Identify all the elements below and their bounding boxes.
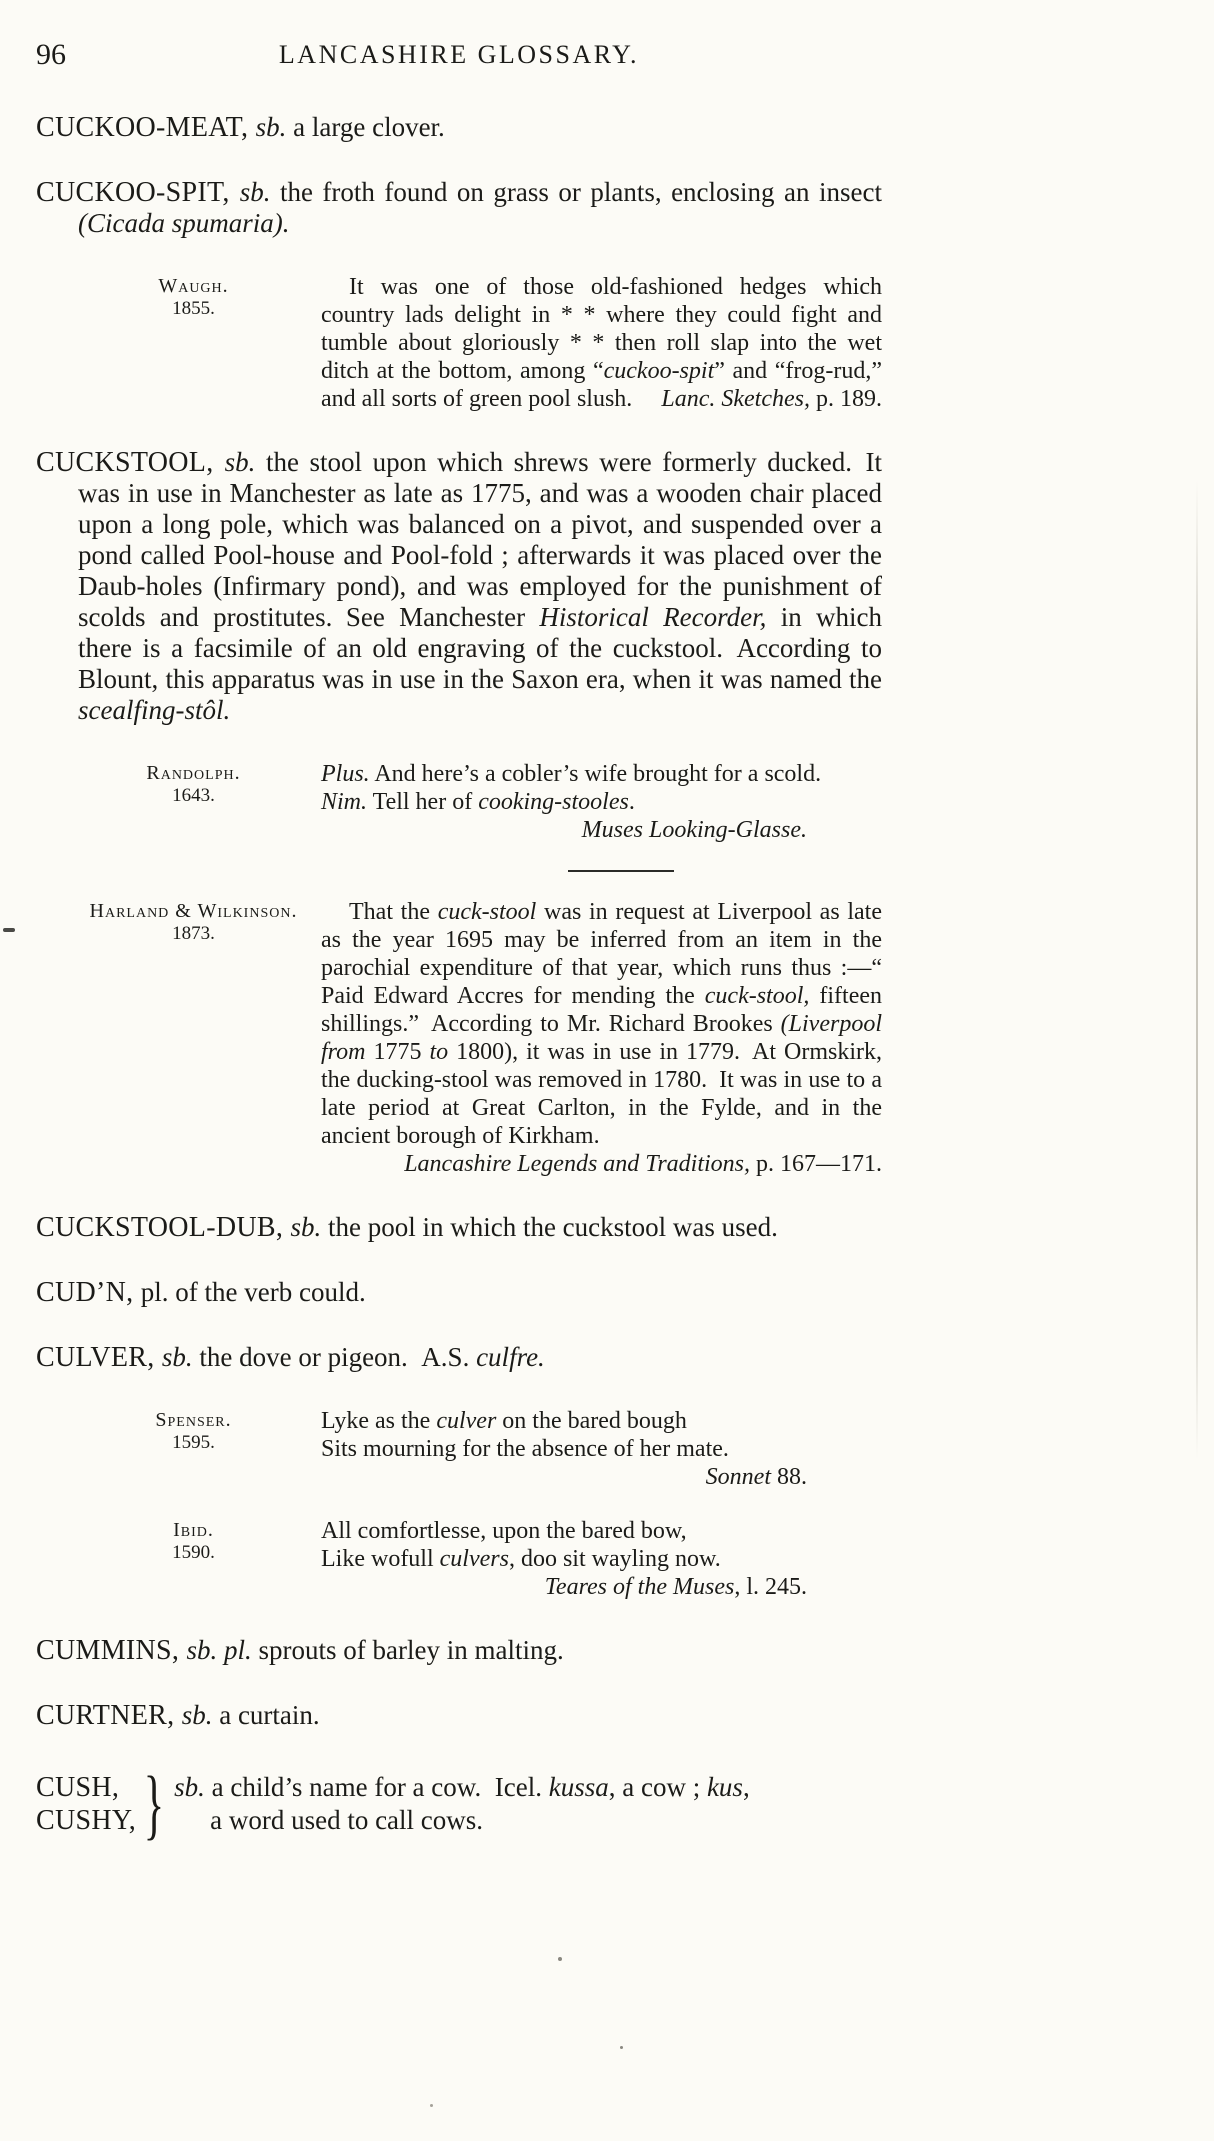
scan-speck <box>430 2104 433 2107</box>
headword-group <box>36 1771 136 1837</box>
definition-run: the pool in which the cuckstool was used. <box>327 1212 778 1242</box>
attribution-title: Muses Looking-Glasse. <box>581 817 807 843</box>
citation-quote <box>321 273 882 413</box>
quote-run: That the <box>349 899 438 925</box>
citation-author: Waugh. <box>158 275 229 297</box>
headword: CUMMINS, <box>36 1635 187 1666</box>
etymon-term: kussa <box>548 1772 609 1802</box>
definition-run: a curtain. <box>219 1700 320 1730</box>
citation-year: 1873. <box>172 923 215 944</box>
quote-run-italic: (Liverpool from <box>321 1011 882 1065</box>
citation-author: Harland & Wilkinson. <box>89 900 298 922</box>
quote-run: Lyke as the <box>321 1408 437 1434</box>
verse-line <box>321 1407 882 1435</box>
definition-run: , <box>742 1772 750 1802</box>
entry-cush-cushy <box>36 1760 1214 1847</box>
quote-paragraph <box>321 898 882 1150</box>
attribution-title: Lanc. Sketches, <box>661 386 810 412</box>
entry-curtner <box>36 1700 882 1731</box>
entry-cuckoo-meat <box>36 112 882 143</box>
pos-label: sb. <box>255 112 294 142</box>
definition-run: in which there is a facsimile of an old engraving of the cuckstool. According to Blount, this apparatus was in use in the Saxon era, when it was named the <box>78 602 882 694</box>
pos-label: sb. <box>174 1772 205 1802</box>
citation-author: Randolph. <box>146 762 241 784</box>
citation-author: Ibid. <box>173 1519 214 1541</box>
quote-run-italic: to <box>429 1039 457 1065</box>
pos-label: sb. <box>290 1212 328 1242</box>
quote-attribution <box>321 1463 882 1491</box>
citation-quote <box>321 760 882 844</box>
page-header <box>36 38 882 70</box>
entry-cuckoo-spit <box>36 177 882 239</box>
pos-label: sb. <box>181 1700 220 1730</box>
quote-run: It was one of those old-fashioned hedges which country lads delight in * * where they could fight and tumble about gloriously * * then roll slap into the wet ditch at the bottom, among “ <box>321 274 882 384</box>
attribution-page: p. 189. <box>810 386 882 412</box>
quote-run: 1800), it was in use in 1779. At Ormskirk, the ducking-stool was removed in 1780. It was in use to a late period at Great Carlton, in the Fylde, and in the ancient borough of Kirkham. <box>321 1039 883 1149</box>
citation-year: 1643. <box>172 785 215 806</box>
quote-run: , doo sit wayling now. <box>508 1546 721 1572</box>
citation-waugh <box>36 273 882 413</box>
speaker-name: Nim. <box>321 789 368 815</box>
verse-line <box>321 788 882 816</box>
citation-author: Spenser. <box>155 1409 232 1431</box>
citation-randolph <box>36 760 882 844</box>
quote-attribution <box>321 1150 882 1178</box>
entry-cummins <box>36 1635 882 1666</box>
work-title: Historical Recorder, <box>539 602 767 632</box>
citation-source <box>66 760 321 844</box>
quote-run: Sits mourning for the absence of her mate. <box>321 1436 729 1462</box>
etymon-term: scealfing-stôl. <box>78 695 231 725</box>
verse-line <box>321 1435 882 1463</box>
scan-artifact-dash <box>3 928 15 932</box>
quote-run: Like wofull <box>321 1546 440 1572</box>
etymon-term: kus <box>706 1772 743 1802</box>
quote-run: . <box>628 789 635 815</box>
citation-ibid <box>36 1517 882 1601</box>
brace-glyph: } <box>143 1760 165 1847</box>
quote-run: was in request at Liverpool as late as the year 1695 may be inferred from an item in the parochial expenditure of that year, which runs thus :—“ Paid Edward Accres for mending the <box>321 899 883 1009</box>
citation-year: 1595. <box>172 1432 215 1453</box>
citation-year: 1855. <box>172 298 215 319</box>
quote-run-italic: cooking-stooles <box>478 789 629 815</box>
scan-speck <box>558 1957 562 1961</box>
quote-run-italic: culver <box>436 1408 497 1434</box>
verse-line <box>321 760 882 788</box>
definition-run: a child’s name for a cow. Icel. <box>204 1772 549 1802</box>
citation-source <box>66 273 321 413</box>
citation-source <box>66 898 321 1178</box>
page-title: LANCASHIRE GLOSSARY. <box>278 40 640 69</box>
verse-line <box>321 1517 882 1545</box>
definition-run: the stool upon which shrews were formerly ducked. It was in use in Manchester as late as 1775, and was a wooden chair placed upon a long pole, which was balanced on a pivot, and suspended over a pond called Pool-house and Pool-fold ; afterwards it was placed over the Daub-holes (Infirmary pond), and was employed for the punishment of scolds and prostitutes. See Manchester <box>78 447 882 632</box>
quote-run-italic: culvers <box>439 1546 509 1572</box>
entry-cudn <box>36 1277 882 1308</box>
attribution-page: p. 167—171. <box>750 1151 882 1177</box>
headword: CUCKOO-SPIT, <box>36 177 240 208</box>
quote-attribution <box>321 816 882 844</box>
etymon-term: culfre. <box>476 1342 545 1372</box>
headword: CUSH, <box>36 1772 120 1803</box>
citation-quote <box>321 1517 882 1601</box>
pos-label: sb. pl. <box>186 1635 259 1665</box>
citation-source <box>66 1407 321 1491</box>
definition-block <box>174 1771 750 1837</box>
quote-run: ” and “frog-rud,” and all sorts of green pool slush. <box>321 358 883 412</box>
quote-run-italic: cuck-stool <box>437 899 537 925</box>
definition-run: sprouts of barley in malting. <box>258 1635 564 1665</box>
quote-run: on the bared bough <box>496 1408 687 1434</box>
attribution-page: , l. 245. <box>734 1574 807 1600</box>
quote-run: All comfortlesse, upon the bared bow, <box>321 1518 687 1544</box>
attribution-title: Teares of the Muses <box>544 1574 735 1600</box>
entry-culver <box>36 1342 882 1373</box>
headword: CUD’N, <box>36 1277 141 1308</box>
speaker-name: Plus. <box>321 761 370 787</box>
headword: CUSHY, <box>36 1805 137 1836</box>
definition-run: the froth found on grass or plants, enclosing an insect <box>279 177 882 207</box>
definition-run: the dove or pigeon. A.S. <box>199 1342 477 1372</box>
section-divider <box>568 870 674 872</box>
scan-speck <box>620 2046 623 2049</box>
entry-cuckstool <box>36 447 882 726</box>
definition-run: pl. of the verb could. <box>140 1277 366 1307</box>
page-number: 96 <box>36 38 66 71</box>
headword: CURTNER, <box>36 1700 182 1731</box>
quote-run: And here’s a cobler’s wife brought for a scold. <box>369 761 822 787</box>
quote-run: Tell her of <box>367 789 479 815</box>
attribution-page: 88. <box>771 1464 807 1490</box>
quote-attribution <box>321 1573 882 1601</box>
pos-label: sb. <box>224 447 266 477</box>
pos-label: sb. <box>239 177 280 207</box>
attribution-title: Sonnet <box>705 1464 771 1490</box>
verse-line <box>321 1545 882 1573</box>
definition-line: a word used to call cows. <box>210 1805 484 1835</box>
attribution-title: Lancashire Legends and Traditions, <box>404 1151 750 1177</box>
citation-quote <box>321 1407 882 1491</box>
quote-run-italic: cuckoo-spit <box>603 358 715 384</box>
citation-source <box>66 1517 321 1601</box>
headword: CUCKSTOOL, <box>36 447 225 478</box>
headword: CUCKOO-MEAT, <box>36 112 256 143</box>
quote-run: 1775 <box>373 1039 430 1065</box>
definition-run: a large clover. <box>293 112 445 142</box>
definition-run: , a cow ; <box>608 1772 707 1802</box>
headword: CULVER, <box>36 1342 162 1373</box>
latin-term: (Cicada spumaria). <box>78 208 290 238</box>
definition-line <box>174 1771 750 1804</box>
quote-run-italic: cuck-stool, <box>704 983 810 1009</box>
citation-quote <box>321 898 882 1178</box>
citation-year: 1590. <box>172 1542 215 1563</box>
entry-cuckstool-dub <box>36 1212 882 1243</box>
pos-label: sb. <box>161 1342 200 1372</box>
quote-run: fifteen shillings.” According to Mr. Richard Brookes <box>321 983 882 1037</box>
citation-spenser <box>36 1407 882 1491</box>
headword: CUCKSTOOL-DUB, <box>36 1212 291 1243</box>
glossary-content <box>36 112 1214 1847</box>
scan-artifact-edge <box>1196 480 1198 1460</box>
citation-harland-wilkinson <box>36 898 882 1178</box>
